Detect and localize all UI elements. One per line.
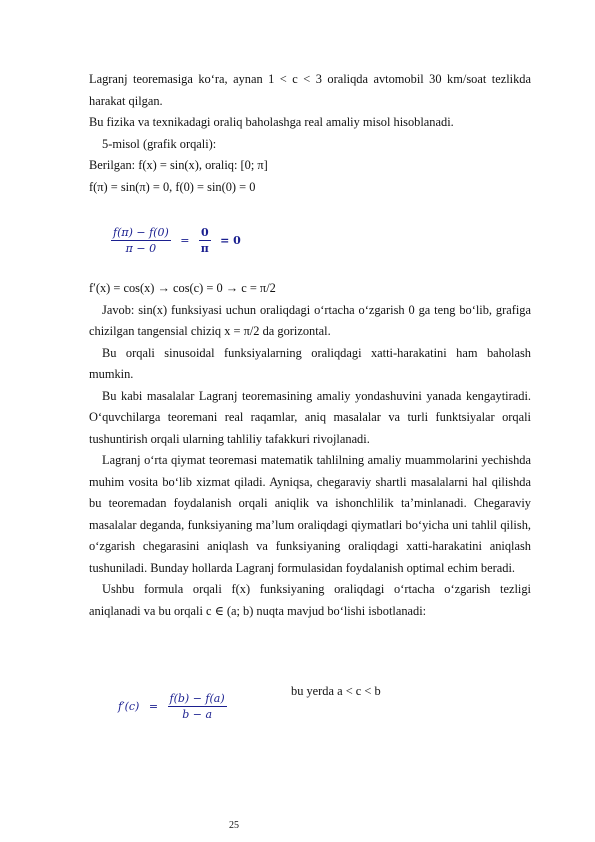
- approach-paragraph: Bu kabi masalalar Lagranj teoremasining amaliy yondashuvini yanada kengaytiradi. O‘quvchilarga teoremani real raqamlar, aniq masalalar va turli funktsiyalar orqali tushuntirish orqali ularning tahliliy tafakkuri rivojlanadi.: [89, 388, 531, 446]
- given-line: Berilgan: f(x) = sin(x), oraliq: [0; π]: [89, 158, 268, 172]
- formula-numerator: f(b) − f(a): [169, 692, 225, 705]
- formula-lagrange: [118, 692, 227, 721]
- fraction-denominator: π − 0: [125, 242, 157, 255]
- derivative-line: f′(x) = cos(x) → cos(c) = 0 → c = π/2: [89, 281, 276, 295]
- formula-lhs: f′(c): [118, 700, 140, 713]
- answer-paragraph: Javob: sin(x) funksiyasi uchun oraliqdagi o‘rtacha o‘zgarish 0 ga teng bo‘lib, grafiga chizilgan tangensial chiziq x = π/2 da gorizontal.: [89, 302, 531, 338]
- formula-fraction: [168, 692, 227, 721]
- fraction-right-denominator: π: [200, 242, 209, 255]
- fraction-left: [111, 226, 171, 255]
- condition-note: bu yerda a < c < b: [291, 684, 381, 698]
- page-number: 25: [229, 820, 239, 831]
- values-line: f(π) = sin(π) = 0, f(0) = sin(0) = 0: [89, 179, 256, 194]
- formula-denominator: b − a: [182, 708, 212, 721]
- fraction-right-numerator: 0: [200, 226, 209, 239]
- fraction-numerator: f(π) − f(0): [113, 226, 169, 239]
- sinusoidal-paragraph: Bu orqali sinusoidal funksiyalarning oraliqdagi xatti-harakatini ham baholash mumkin.: [89, 345, 531, 381]
- formula-mean-value-sin: [111, 226, 247, 255]
- formula-intro-paragraph: Ushbu formula orqali f(x) funksiyaning oraliqdagi o‘rtacha o‘zgarish tezligi aniqlanadi va bu orqali c ∈ (a; b) nuqta mavjud bo‘lishi isbotlanadi:: [89, 582, 531, 618]
- equals-sign: =: [180, 234, 190, 247]
- text-block-middle: [89, 278, 531, 622]
- paragraph-physics: Bu fizika va texnikadagi oraliq baholashga real amaliy misol hisoblanadi.: [89, 115, 454, 129]
- example-heading: 5-misol (grafik orqali):: [102, 136, 217, 151]
- fraction-right: [199, 226, 211, 255]
- paragraph-lagranj-example: Lagranj teoremasiga ko‘ra, aynan 1 < c < 3 oraliqda avtomobil 30 km/soat tezlikda harakat qilgan.: [89, 72, 531, 108]
- theorem-paragraph: Lagranj o‘rta qiymat teoremasi matematik tahlilning amaliy muammolarini yechishda muhim vosita bo‘lib xizmat qiladi. Ayniqsa, chegaraviy shartli masalalarni hal qilishda bu teoremadan foydalanish orqali aniqlik va ishonchlilik ta’minlanadi. Chegaraviy masalalar deganda, funksiyaning ma’lum oraliqdagi qiymatlari bo‘yicha uni tahlil qilish, o‘zgarish chegarasini aniqlash va funksiyaning oraliqdagi xatti-harakatini aniqlash tushuniladi. Bunday hollarda Lagranj formulasidan foydalanish optimal echim beradi.: [89, 453, 531, 575]
- result-zero: = 0: [220, 234, 241, 247]
- formula-equals: =: [148, 700, 159, 713]
- text-block-top: [89, 69, 531, 198]
